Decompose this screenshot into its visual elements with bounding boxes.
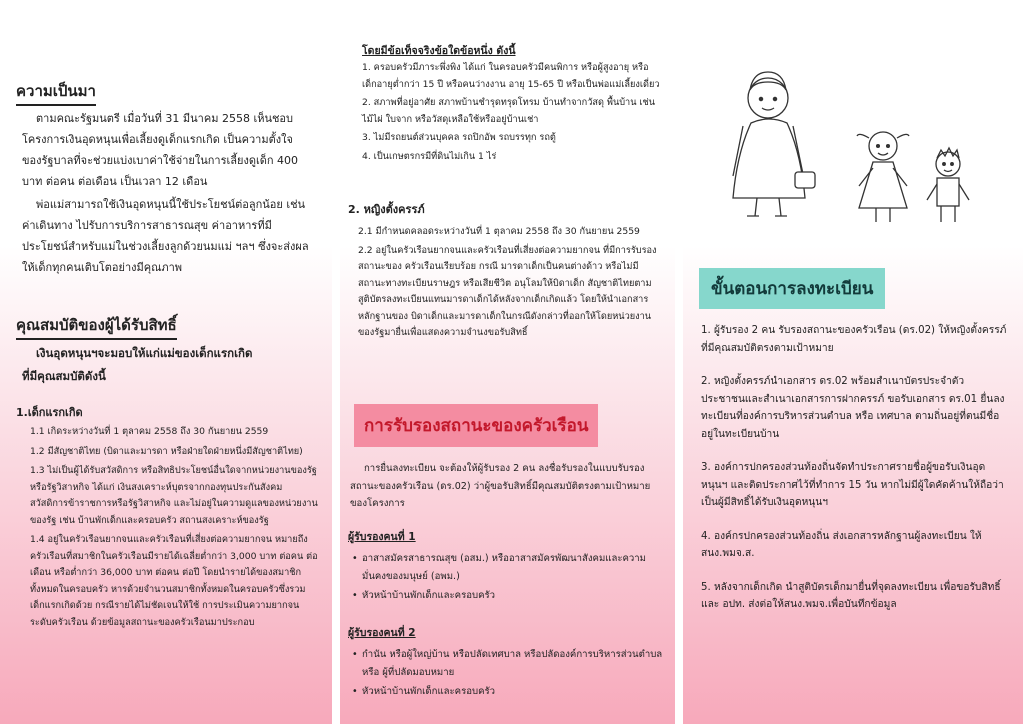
registration-step: 3. องค์การปกครองส่วนท้องถิ่นจัดทำประกาศรายชื่อผู้ขอรับเงินอุดหนุนฯ และติดประกาศไว้ที่ทำการ 15 วัน หากไม่มีผู้ใดคัดค้านให้ถือว่าเป็นผู้มีสิทธิ์ได้รับเงินอุดหนุนฯ [701, 462, 1004, 508]
certifier1-list [352, 550, 664, 605]
condition-item: 3. ไม่มีรถยนต์ส่วนบุคคล รถปิกอัพ รถบรรทุก รถตู้ [362, 132, 556, 143]
certification-text: การยื่นลงทะเบียน จะต้องให้ผู้รับรอง 2 คน ลงชื่อรับรองในแบบรับรองสถานะของครัวเรือน (ดร.02) ว่าผู้ขอรับสิทธิ์มีคุณสมบัติตรงตามเป้าหมายของโครงการ [350, 463, 651, 509]
certifier2-list [352, 646, 664, 701]
registration-steps [701, 322, 1007, 630]
pregnant-heading: 2. หญิงตั้งครรภ์ [348, 203, 425, 216]
pregnant-item: 2.2 อยู่ในครัวเรือนยากจนและครัวเรือนที่เสี่ยงต่อความยากจน ที่มีการรับรองสถานะของ ครัวเรือนเรียบร้อย กรณี มารดาเด็กเป็นคนต่างด้าว หรือไม่มีสถานะทางทะเบียนราษฎร หรือเสียชีวิต อนุโลมให้บิดาเด็ก สัญชาติไทยตามสูติบัตรลงทะเบียนแทนมารดาเด็กได้หลังจากเด็กเกิดแล้ว โดยให้นำเอกสารหลักฐานของ บิดาเด็กและมารดาเด็กในกรณีดังกล่าวที่ออกให้โดยหน่วยงานของรัฐมายื่นเพื่อแสดงความจำนงขอรับสิทธิ์ [358, 244, 657, 338]
panel-right [683, 0, 1023, 724]
newborn-item: 1.3 ไม่เป็นผู้ได้รับสวัสดิการ หรือสิทธิประโยชน์อื่นใดจากหน่วยงานของรัฐหรือรัฐวิสาหกิจ ได้แก่ เงินสงเคราะห์บุตรจากกองทุนประกันสังคม สวัสดิการข้าราชการหรือรัฐวิสาหกิจ และไม่อยู่ในความดูแลของหน่วยงาน ของรัฐ เช่น บ้านพักเด็กและครอบครัว สถานสงเคราะห์ของรัฐ [30, 465, 318, 526]
eligibility-title: คุณสมบัติของผู้ได้รับสิทธิ์ [16, 313, 177, 340]
certifier2-heading: ผู้รับรองคนที่ 2 [348, 627, 416, 639]
background-title: ความเป็นมา [16, 79, 96, 106]
boy-figure [927, 148, 969, 222]
condition-item: 2. สภาพที่อยู่อาศัย สภาพบ้านชำรุดทรุดโทรม บ้านทำจากวัสดุ พื้นบ้าน เช่น ไม้ไผ่ ใบจาก หรือวัสดุเหลือใช้หรืออยู่บ้านเช่า [362, 97, 656, 125]
panel-left [0, 0, 332, 724]
certifier2-item: • หัวหน้าบ้านพักเด็กและครอบครัว [352, 683, 664, 701]
condition-list [362, 60, 662, 165]
newborn-item: 1.4 อยู่ในครัวเรือนยากจนและครัวเรือนที่เสี่ยงต่อความยากจน หมายถึงครัวเรือนที่สมาชิกในครัวเรือนมีรายได้เฉลี่ยต่ำกว่า 3,000 บาท ต่อคน ต่อเดือน หรือต่ำกว่า 36,000 บาท ต่อคน ต่อปี โดยนำรายได้ของสมาชิก ทั้งหมดในครอบครัว หารด้วยจำนวนสมาชิกทั้งหมดในครอบครัวซึ่งรวมเด็กแรกเกิดด้วย กรณีรายได้ไม่ชัดเจนให้ใช้ การประเมินความยากจนระดับครัวเรือน ด้วยข้อมูลสถานะของครัวเรือนมาประกอบ [30, 534, 318, 628]
newborn-heading: 1.เด็กแรกเกิด [16, 406, 83, 419]
registration-step: 2. หญิงตั้งครรภ์นำเอกสาร ดร.02 พร้อมสำเนาบัตรประจำตัวประชาชนและสำเนาเอกสารการฝากครรภ์ ขอรับเอกสาร ดร.01 ยื่นลงทะเบียนที่องค์การบริหารส่วนตำบล หรือ เทศบาล ตามถิ่นอยู่ที่ตนมีชื่ออยู่ในทะเบียนบ้าน [701, 376, 1005, 440]
registration-step: 5. หลังจากเด็กเกิด นำสูติบัตรเด็กมายื่นที่จุดลงทะเบียน เพื่อขอรับสิทธิ์และ อปท. ส่งต่อให้สนง.พมจ.เพื่อบันทึกข้อมูล [701, 581, 1001, 610]
eligibility-intro-1: เงินอุดหนุนฯจะมอบให้แก่แม่ของเด็กแรกเกิด [36, 346, 253, 360]
certifier1-item: • อาสาสมัครสาธารณสุข (อสม.) หรืออาสาสมัครพัฒนาสังคมและความมั่นคงของมนุษย์ (อพม.) [352, 550, 664, 585]
newborn-item: 1.2 มีสัญชาติไทย (บิดาและมารดา หรือฝ่ายใดฝ่ายหนึ่งมีสัญชาติไทย) [30, 445, 303, 457]
pregnant-list [358, 224, 664, 342]
certifier1-heading: ผู้รับรองคนที่ 1 [348, 531, 416, 543]
condition-heading: โดยมีข้อเท็จจริงข้อใดข้อหนึ่ง ดังนี้ [362, 45, 516, 57]
registration-step: 4. องค์กรปกครองส่วนท้องถิ่น ส่งเอกสารหลักฐานผู้ลงทะเบียน ให้ สนง.พมจ.ส. [701, 530, 982, 559]
panel-middle [338, 0, 675, 724]
grandmother-figure [733, 72, 815, 216]
registration-step: 1. ผู้รับรอง 2 คน รับรองสถานะของครัวเรือน (ดร.02) ให้หญิงตั้งครรภ์ที่มีคุณสมบัติตรงตามเป้าหมาย [701, 325, 1007, 354]
background-paragraph-1: ตามคณะรัฐมนตรี เมื่อวันที่ 31 มีนาคม 2558 เห็นชอบโครงการเงินอุดหนุนเพื่อเลี้ยงดูเด็กแรกเกิด เป็นความตั้งใจของรัฐบาลที่จะช่วยแบ่งเบาค่าใช้จ่ายในการเลี้ยงดูเด็ก 400 บาท ต่อคน ต่อเดือน เป็นเวลา 12 เดือน [22, 112, 299, 188]
certifier1-item: • หัวหน้าบ้านพักเด็กและครอบครัว [352, 587, 664, 605]
pregnant-item: 2.1 มีกำหนดคลอดระหว่างวันที่ 1 ตุลาคม 2558 ถึง 30 กันยายน 2559 [358, 226, 640, 237]
fold-gutter [675, 0, 683, 724]
newborn-item: 1.1 เกิดระหว่างวันที่ 1 ตุลาคม 2558 ถึง 30 กันยายน 2559 [30, 426, 269, 437]
girl-figure [857, 132, 909, 222]
eligibility-intro-2: ที่มีคุณสมบัติดังนี้ [22, 369, 106, 383]
fold-gutter [332, 0, 340, 724]
background-paragraph-2: พ่อแม่สามารถใช้เงินอุดหนุนนี้ใช้ประโยชน์ต่อลูกน้อย เช่น ค่าเดินทาง ไปรับการบริการสาธารณสุข ค่าอาหารที่มีประโยชน์สำหรับแม่ในช่วงเลี้ยงลูกด้วยนมแม่ ฯลฯ ซึ่งจะส่งผลให้เด็กทุกคนเติบโตอย่างมีคุณภาพ [22, 198, 309, 274]
condition-item: 1. ครอบครัวมีภาระพึ่งพิง ได้แก่ ในครอบครัวมีคนพิการ หรือผู้สูงอายุ หรือเด็กอายุต่ำกว่า 15 ปี หรือคนว่างงาน อายุ 15-65 ปี หรือเป็นพ่อแม่เลี้ยงเดี่ยว [362, 62, 660, 90]
condition-item: 4. เป็นเกษตรกรมีที่ดินไม่เกิน 1 ไร่ [362, 150, 497, 162]
family-illustration [723, 68, 993, 228]
certifier2-item: • กำนัน หรือผู้ใหญ่บ้าน หรือปลัดเทศบาล หรือปลัดองค์การบริหารส่วนตำบล หรือ ผู้ที่ปลัดมอบหมาย [352, 646, 664, 681]
registration-title: ขั้นตอนการลงทะเบียน [699, 268, 885, 309]
newborn-list [30, 424, 318, 631]
certification-title: การรับรองสถานะของครัวเรือน [354, 404, 598, 447]
